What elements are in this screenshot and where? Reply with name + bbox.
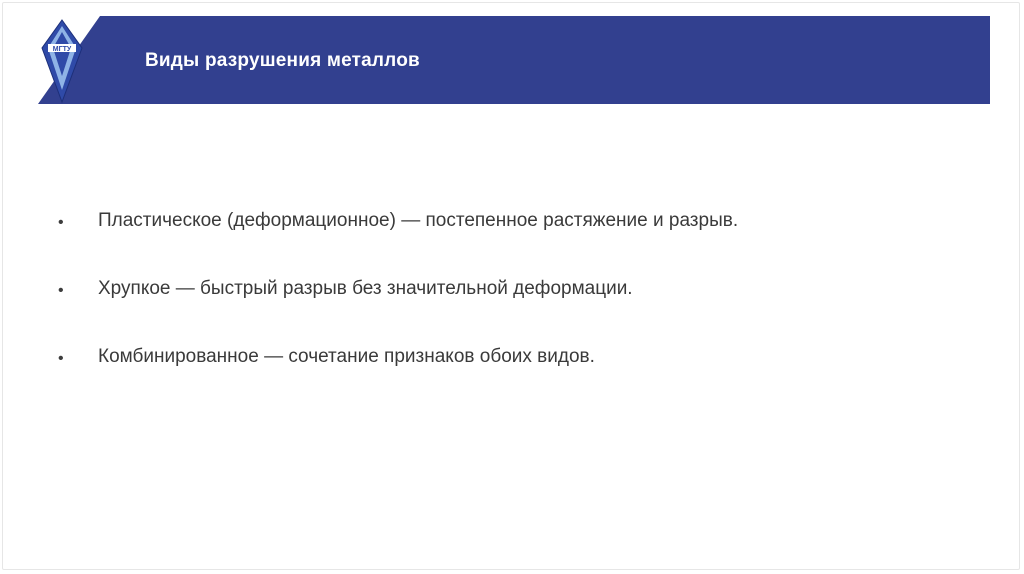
- bullet-text: Пластическое (деформационное) — постепенное растяжение и разрыв.: [98, 210, 739, 231]
- bullet-text: Хрупкое — быстрый разрыв без значительной деформации.: [98, 278, 633, 299]
- logo-text: МГТУ: [52, 46, 72, 53]
- bullet-text: Комбинированное — сочетание признаков обоих видов.: [98, 346, 595, 367]
- slide-title: Виды разрушения металлов: [145, 50, 420, 71]
- bullet-marker: •: [58, 214, 64, 231]
- university-logo-icon: [40, 18, 84, 104]
- bullet-marker: •: [58, 350, 64, 367]
- bullet-marker: •: [58, 282, 64, 299]
